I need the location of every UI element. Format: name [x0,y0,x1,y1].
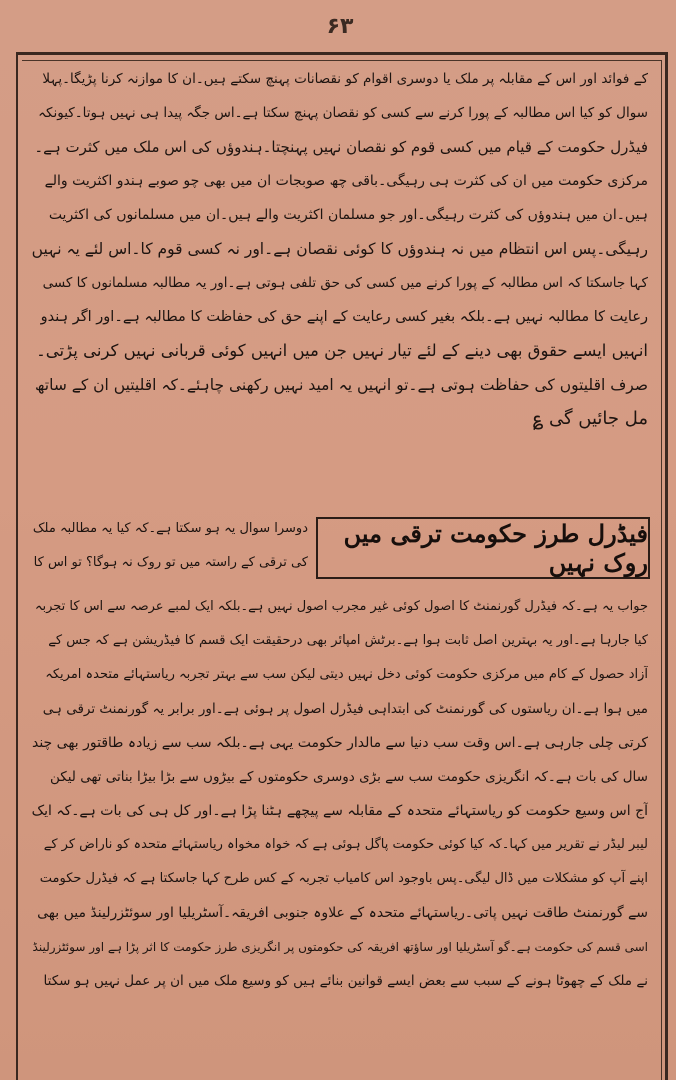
text-line: صرف اقلیتوں کی حفاظت ہوتی ہے۔تو انہیں یہ امید نہیں رکھنی چاہئے۔کہ اقلیتیں ان کے ساتھ [35,376,648,394]
text-line: کہا جاسکتا کہ اس مطالبہ کے پورا کرنے میں کسی کی حق تلفی ہوتی ہے۔اور یہ مطالبہ مسلمانوں کا کسی [42,275,648,291]
section-heading-box [316,517,650,579]
text-line: مرکزی حکومت میں ان کی کثرت ہی رہیگی۔باقی چھ صوبجات ان میں بھی چو صوبے ہندو اکثریت والے [44,173,648,189]
text-line: اسی قسم کی حکومت ہے۔گو آسٹریلیا اور ساؤتھ افریقہ کی حکومتوں پر انگریزی طرز حکومت کا اثر پڑا ہے اور سوئٹزرلینڈ [32,940,648,954]
page-number: ۶۳ [326,14,354,39]
side-paragraph [30,512,308,592]
text-line: جواب یہ ہے۔کہ فیڈرل گورنمنٹ کا اصول کوئی غیر مجرب اصول نہیں ہے۔بلکہ ایک لمبے عرصہ سے اس کا تجربہ [34,599,648,614]
text-line: رعایت کا مطالبہ نہیں ہے۔بلکہ بغیر کسی رعایت کے اپنے حق کی حفاظت کا مطالبہ ہے۔اور اگر ہندو [40,309,648,325]
text-line: کی ترقی کے راستہ میں تو روک نہ ہوگا؟ تو اس کا [33,555,308,570]
text-line: فیڈرل حکومت کے قیام میں کسی قوم کو نقصان نہیں پہنچتا۔ہندوؤں کی اس ملک میں کثرت ہے۔ [34,138,648,156]
text-line: دوسرا سوال یہ ہو سکتا ہے۔کہ کیا یہ مطالبہ ملک [32,521,308,536]
text-line: سے گورنمنٹ طاقت نہیں پاتی۔ریاستہائے متحدہ کے علاوہ جنوبی افریقہ۔آسٹریلیا اور سوئٹزرلینڈ میں بھی [37,905,648,921]
text-line: نے ملک کے چھوٹا ہونے کے سبب سے بعض ایسے قوانین بنائے ہیں کو وسیع ملک میں ان پر عمل نہیں ہو سکتا [43,973,648,989]
text-line: اپنے آپ کو مشکلات میں ڈال لیگی۔پس باوجود اس کامیاب تجربہ کے کس طرح کہا جاسکتا ہے کہ فیڈرل حکومت [39,871,648,886]
text-line: سال کی بات ہے۔کہ انگریزی حکومت سب سے بڑی دوسری حکومتوں کے بیڑوں سے بڑا بیڑا بناتی تھی لیکن [49,769,648,785]
text-line: کرتی چلی جارہی ہے۔اس وقت سب دنیا سے مالدار حکومت یہی ہے۔بلکہ سب سے زیادہ طاقتور بھی چند [31,735,648,751]
text-line: مل جائیں گی ؏ [532,408,648,429]
text-line: آزاد حصول کے کام میں مرکزی حکومت کوئی دخل نہیں دیتی لیکن سب سے بہتر تجربہ ریاستہائے متحدہ امریکہ [45,667,648,682]
text-line: میں ہوا ہے۔ان ریاستوں کی گورنمنٹ کی ابتداہی فیڈرل اصول پر ہوئی ہے۔اور برابر یہ گورنمنٹ ترقی ہی [42,701,648,717]
text-line: لیبر لیڈر نے تقریر میں کہا۔کہ کیا کوئی حکومت پاگل ہوئی ہے کہ خواہ مخواہ ریاستہائے متحدہ کو ناراض کر کے [43,837,648,852]
text-line: انہیں ایسے حقوق بھی دینے کے لئے تیار نہیں جن میں انہیں کوئی قربانی نہیں کرنی پڑتی۔ [36,341,648,360]
text-line: ہیں۔ان میں ہندوؤں کی کثرت رہیگی۔اور جو مسلمان اکثریت والے ہیں۔ان میں مسلمانوں کی اکثریت [48,207,648,223]
text-line: کے فوائد اور اس کے مقابلہ پر ملک یا دوسری اقوام کو نقصانات پہنچ سکتے ہیں۔ان کا موازنہ کرنا پڑیگا۔پہلا [42,71,648,87]
text-line: کیا جارہا ہے۔اور یہ بہترین اصل ثابت ہوا ہے۔برٹش امپائر بھی درحقیقت ایک قسم کا فیڈریشن ہے کہ جس کے [48,633,648,648]
paragraph-1 [30,62,648,510]
paragraph-2 [30,590,648,1076]
section-heading: فیڈرل طرز حکومت ترقی میں روک نہیں [343,519,648,577]
text-line: رہیگی۔پس اس انتظام میں نہ ہندوؤں کا کوئی نقصان ہے۔اور نہ کسی قوم کا۔اس لئے یہ نہیں [31,240,648,258]
text-line: سوال کو کیا اس مطالبہ کے پورا کرنے سے کسی کو نقصان پہنچ سکتا ہے۔اس جگہ پیدا ہی نہیں ہوتا۔کیونکہ [38,105,648,121]
text-line: آج اس وسیع حکومت کو ریاستہائے متحدہ کے مقابلہ سے پیچھے ہٹنا پڑا ہے۔اور کل ہی کی بات ہے۔کہ ایک [31,803,648,819]
